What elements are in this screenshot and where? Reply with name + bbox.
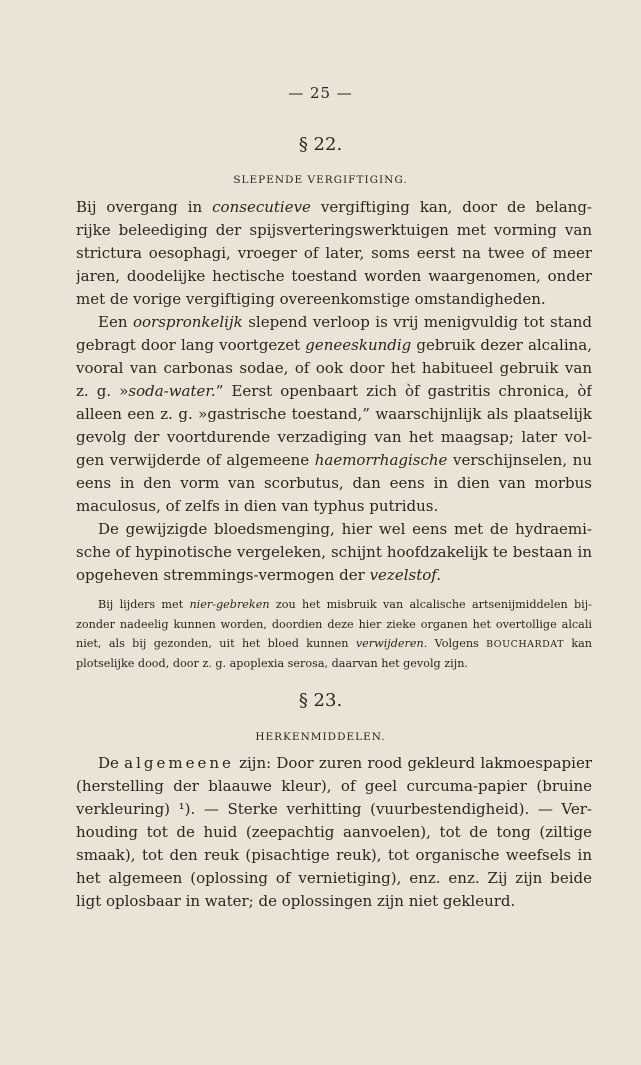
footnote-line: niet, als bij gezonden, uit het bloed kunnen verwijderen. Volgens BOUCHARDAT kan [76, 637, 592, 651]
text-line: rijke beleediging der spijsverteringswerktuigen met vorming van [76, 221, 592, 239]
text-line: eens in den vorm van scorbutus, dan eens in dien van morbus [76, 474, 592, 492]
text-line: (herstelling der blaauwe kleur), of geel curcuma-papier (bruine [76, 777, 592, 795]
section-23-title: HERKENMIDDELEN. [255, 731, 386, 743]
page-number: — 25 — [288, 84, 353, 102]
text-line: gevolg der voortdurende verzadiging van het maagsap; later vol- [76, 428, 592, 446]
text-line: opgeheven stremmings-vermogen der vezelstof. [76, 566, 442, 584]
text-line: gen verwijderde of algemeene haemorrhagische verschijnselen, nu [76, 451, 592, 469]
text-line: verkleuring) ¹). — Sterke verhitting (vuurbestendigheid). — Ver- [76, 800, 592, 818]
text-line: het algemeen (oplossing of vernietiging), enz. enz. Zij zijn beide [76, 869, 592, 887]
text-line: Bij overgang in consecutieve vergiftiging kan, door de belang- [76, 198, 592, 216]
text-line: strictura oesophagi, vroeger of later, soms eerst na twee of meer [76, 244, 592, 262]
text-line: gebragt door lang voortgezet geneeskundig gebruik dezer alcalina, [76, 336, 592, 354]
text-line: De algemeene zijn: Door zuren rood gekleurd lakmoespapier [98, 754, 592, 772]
section-23-body [76, 752, 592, 913]
footnote-line: Bij lijders met nier-gebreken zou het misbruik van alcalische artsenijmiddelen bij- [98, 598, 592, 611]
section-22-title: SLEPENDE VERGIFTIGING. [233, 174, 408, 186]
footnote-block [76, 595, 592, 673]
text-line: Een oorspronkelijk slepend verloop is vrij menigvuldig tot stand [98, 313, 592, 331]
text-line: met de vorige vergiftiging overeenkomstige omstandigheden. [76, 290, 546, 308]
footnote-line: zonder nadeelig kunnen worden, doordien deze hier zieke organen het overtollige alcali [76, 617, 592, 631]
text-line: alleen een z. g. »gastrische toestand,” waarschijnlijk als plaatselijk [76, 405, 592, 423]
section-22-number: § 22. [298, 134, 343, 155]
text-line: De gewijzigde bloedsmenging, hier wel eens met de hydraemi- [98, 520, 592, 538]
text-line: maculosus, of zelfs in dien van typhus putridus. [76, 497, 439, 515]
section-22-body [76, 196, 592, 587]
section-23-number: § 23. [298, 690, 343, 711]
text-line: houding tot de huid (zeepachtig aanvoelen), tot de tong (ziltige [76, 823, 592, 841]
footnote-line: plotselijke dood, door z. g. apoplexia serosa, daarvan het gevolg zijn. [76, 656, 468, 670]
text-line: ligt oplosbaar in water; de oplossingen zijn niet gekleurd. [76, 892, 516, 910]
text-line: sche of hypinotische vergeleken, schijnt hoofdzakelijk te bestaan in [76, 543, 592, 561]
text-line: vooral van carbonas sodae, of ook door het habitueel gebruik van [76, 359, 592, 377]
text-line: smaak), tot den reuk (pisachtige reuk), tot organische weefsels in [76, 846, 592, 864]
text-line: jaren, doodelijke hectische toestand worden waargenomen, onder [76, 267, 592, 285]
text-line: z. g. »soda-water.” Eerst openbaart zich òf gastritis chronica, òf [76, 382, 592, 400]
